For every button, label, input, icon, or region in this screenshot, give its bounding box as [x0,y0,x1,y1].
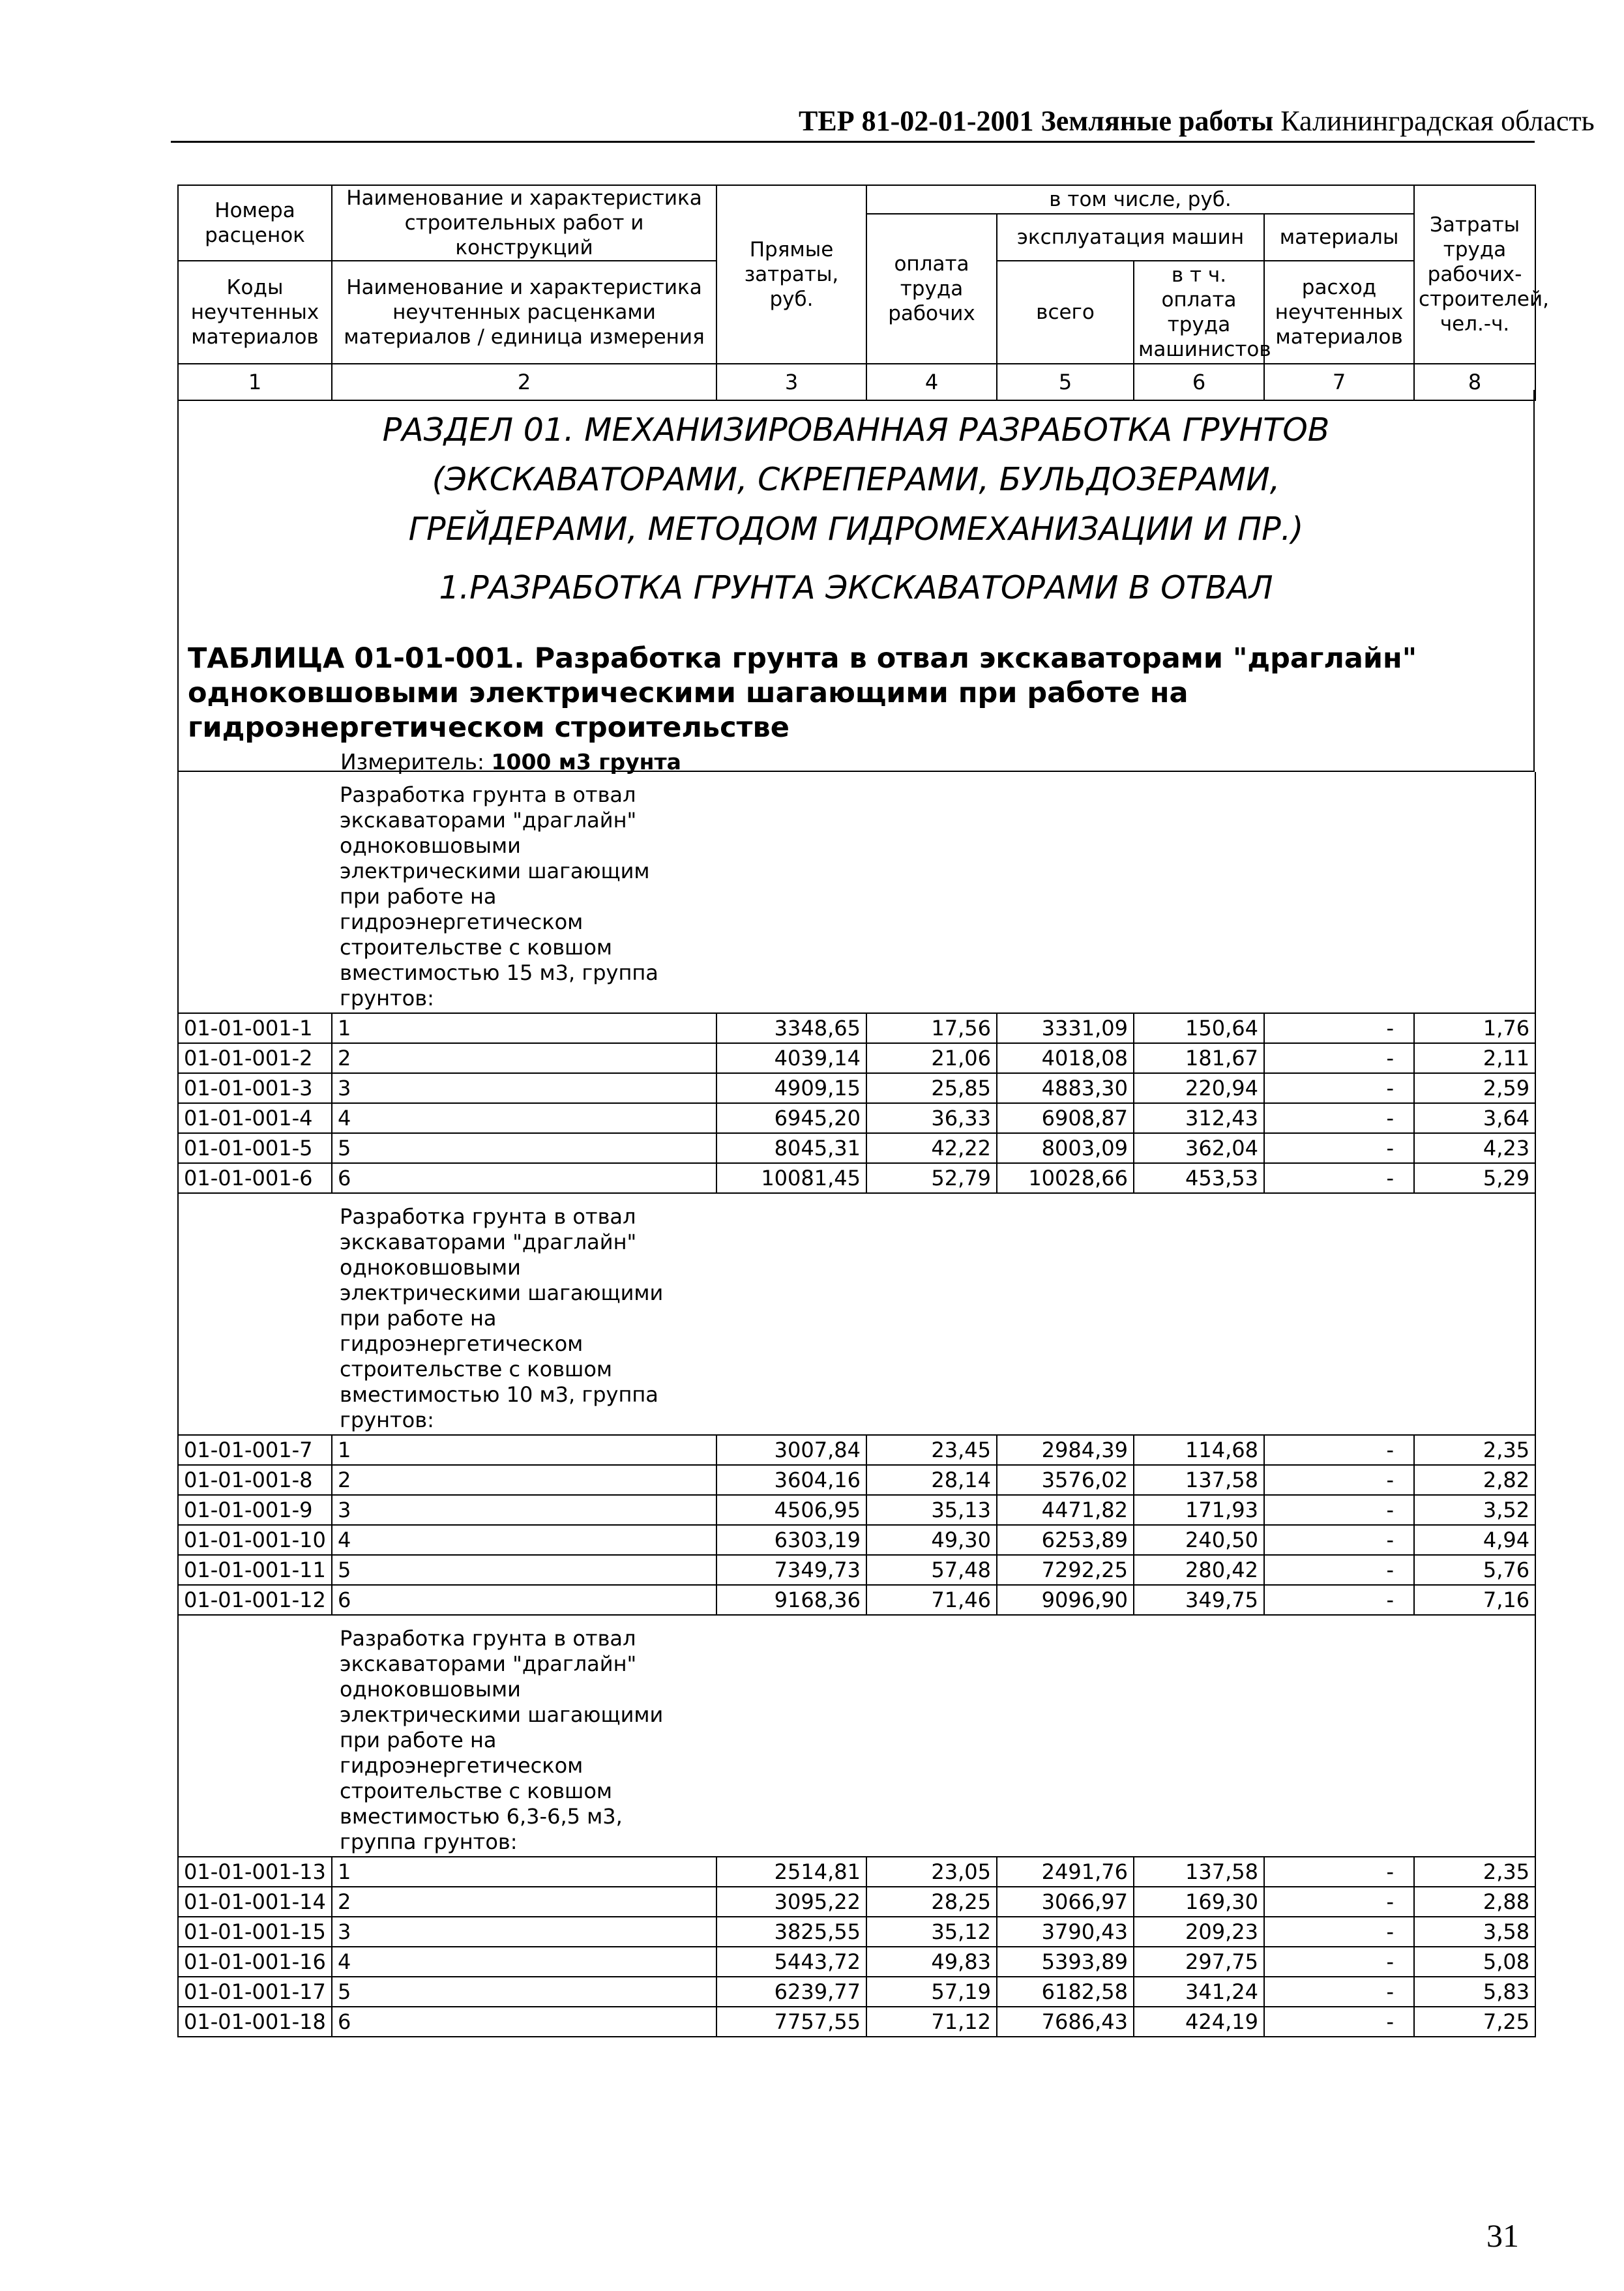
machines-total: 9096,90 [997,1585,1134,1615]
soil-group: 4 [332,1947,716,1977]
header-unaccounted-codes: Коды неучтенных материалов [178,261,332,364]
header-code: ТЕР 81-02-01-2001 [799,105,1034,137]
labor-pay: 71,12 [866,2007,997,2037]
rate-code: 01-01-001-13 [178,1857,332,1887]
soil-group: 2 [332,1043,716,1073]
machines-total: 3066,97 [997,1887,1134,1917]
machines-total: 4018,08 [997,1043,1134,1073]
direct-costs: 3007,84 [716,1435,866,1465]
labor-hours: 4,23 [1414,1133,1535,1163]
header-rule [171,141,1535,143]
soil-group: 6 [332,1585,716,1615]
measure-label: Измеритель: [340,749,485,775]
table-row [178,1435,1535,1465]
machines-total: 3790,43 [997,1917,1134,1947]
table-row [178,1133,1535,1163]
machinists-pay: 169,30 [1134,1887,1264,1917]
direct-costs: 6945,20 [716,1103,866,1133]
labor-hours: 2,88 [1414,1887,1535,1917]
col-num-2: 2 [332,364,716,400]
direct-costs: 4909,15 [716,1073,866,1103]
rate-code: 01-01-001-6 [178,1163,332,1193]
direct-costs: 3604,16 [716,1465,866,1495]
direct-costs: 7757,55 [716,2007,866,2037]
labor-hours: 2,35 [1414,1435,1535,1465]
machinists-pay: 341,24 [1134,1977,1264,2007]
rate-code: 01-01-001-4 [178,1103,332,1133]
header-region: Калининградская область [1280,105,1595,137]
direct-costs: 3095,22 [716,1887,866,1917]
soil-group: 6 [332,1163,716,1193]
unaccounted-materials: - [1264,1917,1414,1947]
soil-group: 6 [332,2007,716,2037]
col-num-7: 7 [1264,364,1414,400]
unaccounted-materials: - [1264,1887,1414,1917]
soil-group: 2 [332,1887,716,1917]
measure-value: 1000 м3 грунта [491,749,681,775]
rate-code: 01-01-001-8 [178,1465,332,1495]
machinists-pay: 362,04 [1134,1133,1264,1163]
table-row [178,1495,1535,1525]
machines-total: 8003,09 [997,1133,1134,1163]
direct-costs: 3348,65 [716,1013,866,1043]
direct-costs: 8045,31 [716,1133,866,1163]
labor-hours: 5,29 [1414,1163,1535,1193]
soil-group: 5 [332,1133,716,1163]
labor-hours: 3,52 [1414,1495,1535,1525]
rate-code: 01-01-001-2 [178,1043,332,1073]
group-description-row [178,1615,1535,1857]
header-work-name: Наименование и характеристика строительных работ и конструкций [332,185,716,261]
unaccounted-materials: - [1264,1435,1414,1465]
header-machines: эксплуатация машин [997,214,1264,261]
unaccounted-materials: - [1264,1013,1414,1043]
labor-pay: 36,33 [866,1103,997,1133]
direct-costs: 6303,19 [716,1525,866,1555]
table-row [178,1977,1535,2007]
table-row [178,1857,1535,1887]
labor-pay: 21,06 [866,1043,997,1073]
labor-pay: 49,30 [866,1525,997,1555]
labor-hours: 2,35 [1414,1857,1535,1887]
soil-group: 2 [332,1465,716,1495]
blank-cell [178,1193,332,1435]
col-num-1: 1 [178,364,332,400]
direct-costs: 4506,95 [716,1495,866,1525]
machinists-pay: 312,43 [1134,1103,1264,1133]
table-row [178,1947,1535,1977]
unaccounted-materials: - [1264,1555,1414,1585]
rate-code: 01-01-001-5 [178,1133,332,1163]
rate-code: 01-01-001-9 [178,1495,332,1525]
labor-pay: 35,12 [866,1917,997,1947]
rate-code: 01-01-001-14 [178,1887,332,1917]
rates-table [177,772,1536,2037]
group-description-cell [332,1193,1535,1435]
machinists-pay: 171,93 [1134,1495,1264,1525]
labor-pay: 57,19 [866,1977,997,2007]
machinists-pay: 137,58 [1134,1465,1264,1495]
header-title: Земляные работы [1041,105,1274,137]
machinists-pay: 181,67 [1134,1043,1264,1073]
direct-costs: 6239,77 [716,1977,866,2007]
labor-hours: 1,76 [1414,1013,1535,1043]
direct-costs: 3825,55 [716,1917,866,1947]
unaccounted-materials: - [1264,1495,1414,1525]
soil-group: 3 [332,1495,716,1525]
blank-cell [178,1615,332,1857]
labor-pay: 25,85 [866,1073,997,1103]
unaccounted-materials: - [1264,1163,1414,1193]
labor-hours: 4,94 [1414,1525,1535,1555]
table-row [178,1887,1535,1917]
table-title: ТАБЛИЦА 01-01-001. Разработка грунта в отвал экскаваторами "драглайн" одноковшовыми электрическими шагающими при работе на гидроэнергетическом строительстве [188,642,1417,744]
machines-total: 5393,89 [997,1947,1134,1977]
table-row [178,1525,1535,1555]
labor-hours: 5,76 [1414,1555,1535,1585]
labor-pay: 28,25 [866,1887,997,1917]
group-description-cell [332,1615,1535,1857]
labor-hours: 2,11 [1414,1043,1535,1073]
machines-total: 3576,02 [997,1465,1134,1495]
unaccounted-materials: - [1264,1977,1414,2007]
soil-group: 1 [332,1857,716,1887]
labor-hours: 7,25 [1414,2007,1535,2037]
soil-group: 1 [332,1435,716,1465]
rate-code: 01-01-001-12 [178,1585,332,1615]
table-row [178,1073,1535,1103]
col-num-3: 3 [716,364,866,400]
machinists-pay: 209,23 [1134,1917,1264,1947]
labor-pay: 71,46 [866,1585,997,1615]
rate-code: 01-01-001-10 [178,1525,332,1555]
table-row [178,1465,1535,1495]
header-labor-costs: Затраты труда рабочих-строителей, чел.-ч. [1414,185,1535,364]
labor-hours: 5,08 [1414,1947,1535,1977]
rate-code: 01-01-001-15 [178,1917,332,1947]
rate-code: 01-01-001-17 [178,1977,332,2007]
unaccounted-materials: - [1264,1857,1414,1887]
labor-pay: 17,56 [866,1013,997,1043]
labor-pay: 49,83 [866,1947,997,1977]
header-machines-total: всего [997,261,1134,364]
header-labor-pay: оплата труда рабочих [866,214,997,364]
unaccounted-materials: - [1264,1043,1414,1073]
machinists-pay: 453,53 [1134,1163,1264,1193]
machines-total: 4883,30 [997,1073,1134,1103]
header-incl: в том числе, руб. [866,185,1414,214]
machinists-pay: 297,75 [1134,1947,1264,1977]
header-rate-numbers: Номера расценок [178,185,332,261]
table-row [178,1917,1535,1947]
group-description: Разработка грунта в отвал экскаваторами "драглайн" одноковшовыми электрическими шагающими при работе на гидроэнергетическом строительстве с ковшом вместимостью 6,3-6,5 м3, группа грунтов: [340,1626,664,1854]
direct-costs: 7349,73 [716,1555,866,1585]
labor-hours: 5,83 [1414,1977,1535,2007]
rate-code: 01-01-001-18 [178,2007,332,2037]
rate-code: 01-01-001-7 [178,1435,332,1465]
labor-pay: 57,48 [866,1555,997,1585]
group-description: Разработка грунта в отвал экскаваторами "драглайн" одноковшовыми электрическими шагающими при работе на гидроэнергетическом строительстве с ковшом вместимостью 10 м3, группа грунтов: [340,1204,664,1432]
rate-code: 01-01-001-3 [178,1073,332,1103]
blank-cell [178,772,332,1013]
labor-pay: 52,79 [866,1163,997,1193]
unaccounted-materials: - [1264,2007,1414,2037]
header-direct-costs: Прямые затраты, руб. [716,185,866,364]
labor-hours: 3,58 [1414,1917,1535,1947]
soil-group: 1 [332,1013,716,1043]
col-num-6: 6 [1134,364,1264,400]
direct-costs: 9168,36 [716,1585,866,1615]
labor-pay: 28,14 [866,1465,997,1495]
direct-costs: 4039,14 [716,1043,866,1073]
unaccounted-materials: - [1264,1103,1414,1133]
labor-pay: 23,45 [866,1435,997,1465]
titles-band [177,390,1535,775]
machines-total: 6253,89 [997,1525,1134,1555]
machines-total: 6182,58 [997,1977,1134,2007]
machines-total: 4471,82 [997,1495,1134,1525]
labor-pay: 42,22 [866,1133,997,1163]
machinists-pay: 424,19 [1134,2007,1264,2037]
machinists-pay: 150,64 [1134,1013,1264,1043]
machines-total: 10028,66 [997,1163,1134,1193]
unaccounted-materials: - [1264,1465,1414,1495]
unaccounted-materials: - [1264,1133,1414,1163]
machines-total: 7686,43 [997,2007,1134,2037]
labor-pay: 23,05 [866,1857,997,1887]
machinists-pay: 280,42 [1134,1555,1264,1585]
header-materials: материалы [1264,214,1414,261]
machines-total: 3331,09 [997,1013,1134,1043]
table-row [178,1103,1535,1133]
labor-hours: 3,64 [1414,1103,1535,1133]
group-description-row [178,772,1535,1013]
unaccounted-materials: - [1264,1525,1414,1555]
direct-costs: 2514,81 [716,1857,866,1887]
machinists-pay: 137,58 [1134,1857,1264,1887]
machinists-pay: 220,94 [1134,1073,1264,1103]
table-row [178,1555,1535,1585]
machines-total: 6908,87 [997,1103,1134,1133]
table-row [178,2007,1535,2037]
machinists-pay: 349,75 [1134,1585,1264,1615]
unaccounted-materials: - [1264,1947,1414,1977]
group-description-row [178,1193,1535,1435]
rate-code: 01-01-001-11 [178,1555,332,1585]
machinists-pay: 114,68 [1134,1435,1264,1465]
header-unaccounted-name: Наименование и характеристика неучтенных расценками материалов / единица измерения [332,261,716,364]
col-num-8: 8 [1414,364,1535,400]
rate-code: 01-01-001-16 [178,1947,332,1977]
table-row [178,1163,1535,1193]
table-row [178,1043,1535,1073]
soil-group: 5 [332,1555,716,1585]
subsection-title: 1.РАЗРАБОТКА ГРУНТА ЭКСКАВАТОРАМИ В ОТВАЛ [439,569,1273,606]
soil-group: 3 [332,1917,716,1947]
labor-hours: 2,82 [1414,1465,1535,1495]
group-description-cell [332,772,1535,1013]
soil-group: 4 [332,1103,716,1133]
unaccounted-materials: - [1264,1585,1414,1615]
direct-costs: 10081,45 [716,1163,866,1193]
machinists-pay: 240,50 [1134,1525,1264,1555]
running-header [799,104,1595,138]
direct-costs: 5443,72 [716,1947,866,1977]
page-number: 31 [1486,2217,1519,2254]
header-unaccounted-consumption: расход неучтенных материалов [1264,261,1414,364]
soil-group: 4 [332,1525,716,1555]
group-description: Разработка грунта в отвал экскаваторами "драглайн" одноковшовыми электрическими шагающим при работе на гидроэнергетическом строительстве с ковшом вместимостью 15 м3, группа грунтов: [340,782,658,1011]
header-machinists: в т ч. оплата труда машинистов [1134,261,1264,364]
unaccounted-materials: - [1264,1073,1414,1103]
table-row [178,1585,1535,1615]
machines-total: 2491,76 [997,1857,1134,1887]
labor-hours: 2,59 [1414,1073,1535,1103]
table-row [178,1013,1535,1043]
column-header-table [177,185,1549,401]
col-num-5: 5 [997,364,1134,400]
machines-total: 2984,39 [997,1435,1134,1465]
rate-code: 01-01-001-1 [178,1013,332,1043]
section-title: РАЗДЕЛ 01. МЕХАНИЗИРОВАННАЯ РАЗРАБОТКА ГРУНТОВ (ЭКСКАВАТОРАМИ, СКРЕПЕРАМИ, БУЛЬДОЗЕРАМИ, ГРЕЙДЕРАМИ, МЕТОДОМ ГИДРОМЕХАНИЗАЦИИ И ПР.) [382,411,1330,548]
soil-group: 3 [332,1073,716,1103]
labor-pay: 35,13 [866,1495,997,1525]
soil-group: 5 [332,1977,716,2007]
labor-hours: 7,16 [1414,1585,1535,1615]
col-num-4: 4 [866,364,997,400]
machines-total: 7292,25 [997,1555,1134,1585]
